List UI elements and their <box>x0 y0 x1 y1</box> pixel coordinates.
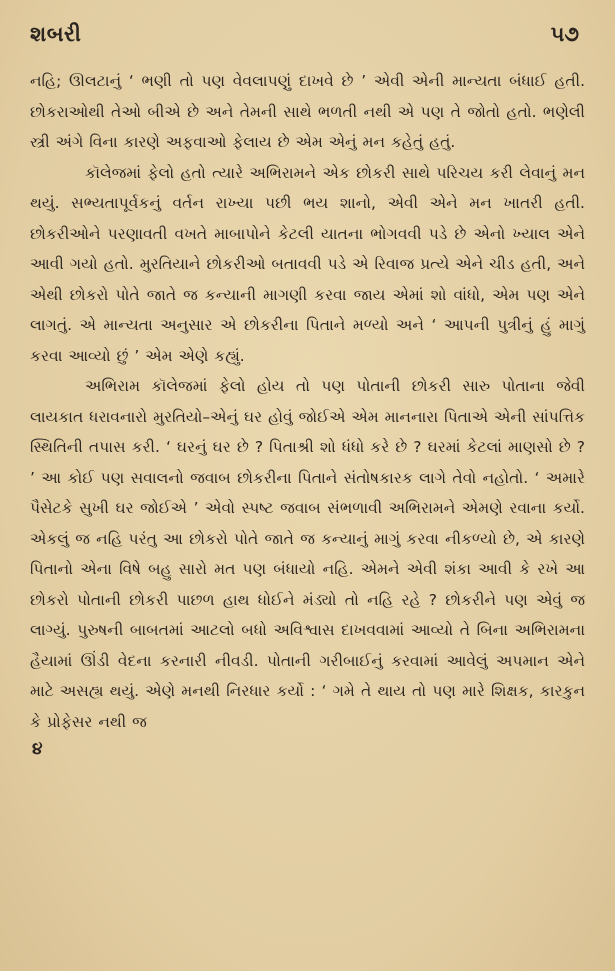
signature-mark: ૪ <box>32 739 43 759</box>
body-text <box>30 66 585 737</box>
page-header <box>30 22 585 58</box>
running-title: શબરી <box>30 22 82 46</box>
paragraph-3: અભિરામ કૉલેજમાં ફેલો હોય તો પણ પોતાની છોકરી સારુ પોતાના જેવી લાયકાત ધરાવનારો મુરતિયો–એનું ઘર હોવું જોઈએ એમ માનનારા પિતાએ એની સાંપત્તિક સ્થિતિની તપાસ કરી. ‘ ઘરનું ઘર છે ? પિતાશ્રી શો ધંધો કરે છે ? ઘરમાં કેટલાં માણસો છે ? ’ આ કોઈ પણ સવાલનો જવાબ છોકરીના પિતાને સંતોષકારક લાગે તેવો નહોતો. ‘ અમારે પૈસેટકે સુખી ઘર જોઈએ ’ એવો સ્પષ્ટ જવાબ સંભળાવી અભિરામને એમણે રવાના કર્યો. એકલું જ નહિ પરંતુ આ છોકરો પોતે જાતે જ કન્યાનું માગું કરવા નીકળ્યો છે, એ કારણે પિતાનો એના વિષે બહુ સારો મત પણ બંધાયો નહિ. એમને એવી શંકા આવી કે રખે આ છોકરો પોતાની છોકરી પાછળ હાથ ધોઈને મંડ્યો તો નહિ રહે ? છોકરીને પણ એવું જ લાગ્યું. પુરુષની બાબતમાં આટલો બધો અવિશ્વાસ દાખવવામાં આવ્યો તે બિના અભિરામના હૈયામાં ઊંડી વેદના કરનારી નીવડી. પોતાની ગરીબાઈનું કરવામાં આવેલું અપમાન એને માટે અસહ્ય થયું. એણે મનથી નિરધાર કર્યો : ‘ ગમે તે થાય તો પણ મારે શિક્ષક, કારકુન કે પ્રોફેસર નથી જ <box>30 377 585 731</box>
paragraph-2: કૉલેજમાં ફેલો હતો ત્યારે અભિરામને એક છોકરી સાથે પરિચય કરી લેવાનું મન થયું. સભ્યતાપૂર્વકનું વર્તન રાખ્યા પછી ભય શાનો, એવી એને મન ખાતરી હતી. છોકરીઓને પરણાવતી વખતે માબાપોને કેટલી યાતના ભોગવવી પડે છે એનો ખ્યાલ એને આવી ગયો હતો. મુરતિયાને છોકરીઓ બતાવવી પડે એ રિવાજ પ્રત્યે એને ચીડ હતી, અને એથી છોકરો પોતે જાતે જ કન્યાની માગણી કરવા જાય એમાં શો વાંધો, એમ પણ એને લાગતું. એ માન્યતા અનુસાર એ છોકરીના પિતાને મળ્યો અને ‘ આપની પુત્રીનું હું માગું કરવા આવ્યો છું ’ એમ એણે કહ્યું. <box>30 163 585 365</box>
paragraph-1: નહિ; ઊલટાનું ‘ ભણી તો પણ વેવલાપણું દાખવે છે ’ એવી એની માન્યતા બંધાઈ હતી. છોકરાઓથી તેઓ બીએ છે અને તેમની સાથે ભળતી નથી એ પણ તે જોતો હતો. ભણેલી સ્ત્રી અંગે વિના કારણે અફવાઓ ફેલાય છે એમ એનું મન કહેતું હતું. <box>30 72 585 151</box>
page-number: ૫૭ <box>550 22 579 46</box>
